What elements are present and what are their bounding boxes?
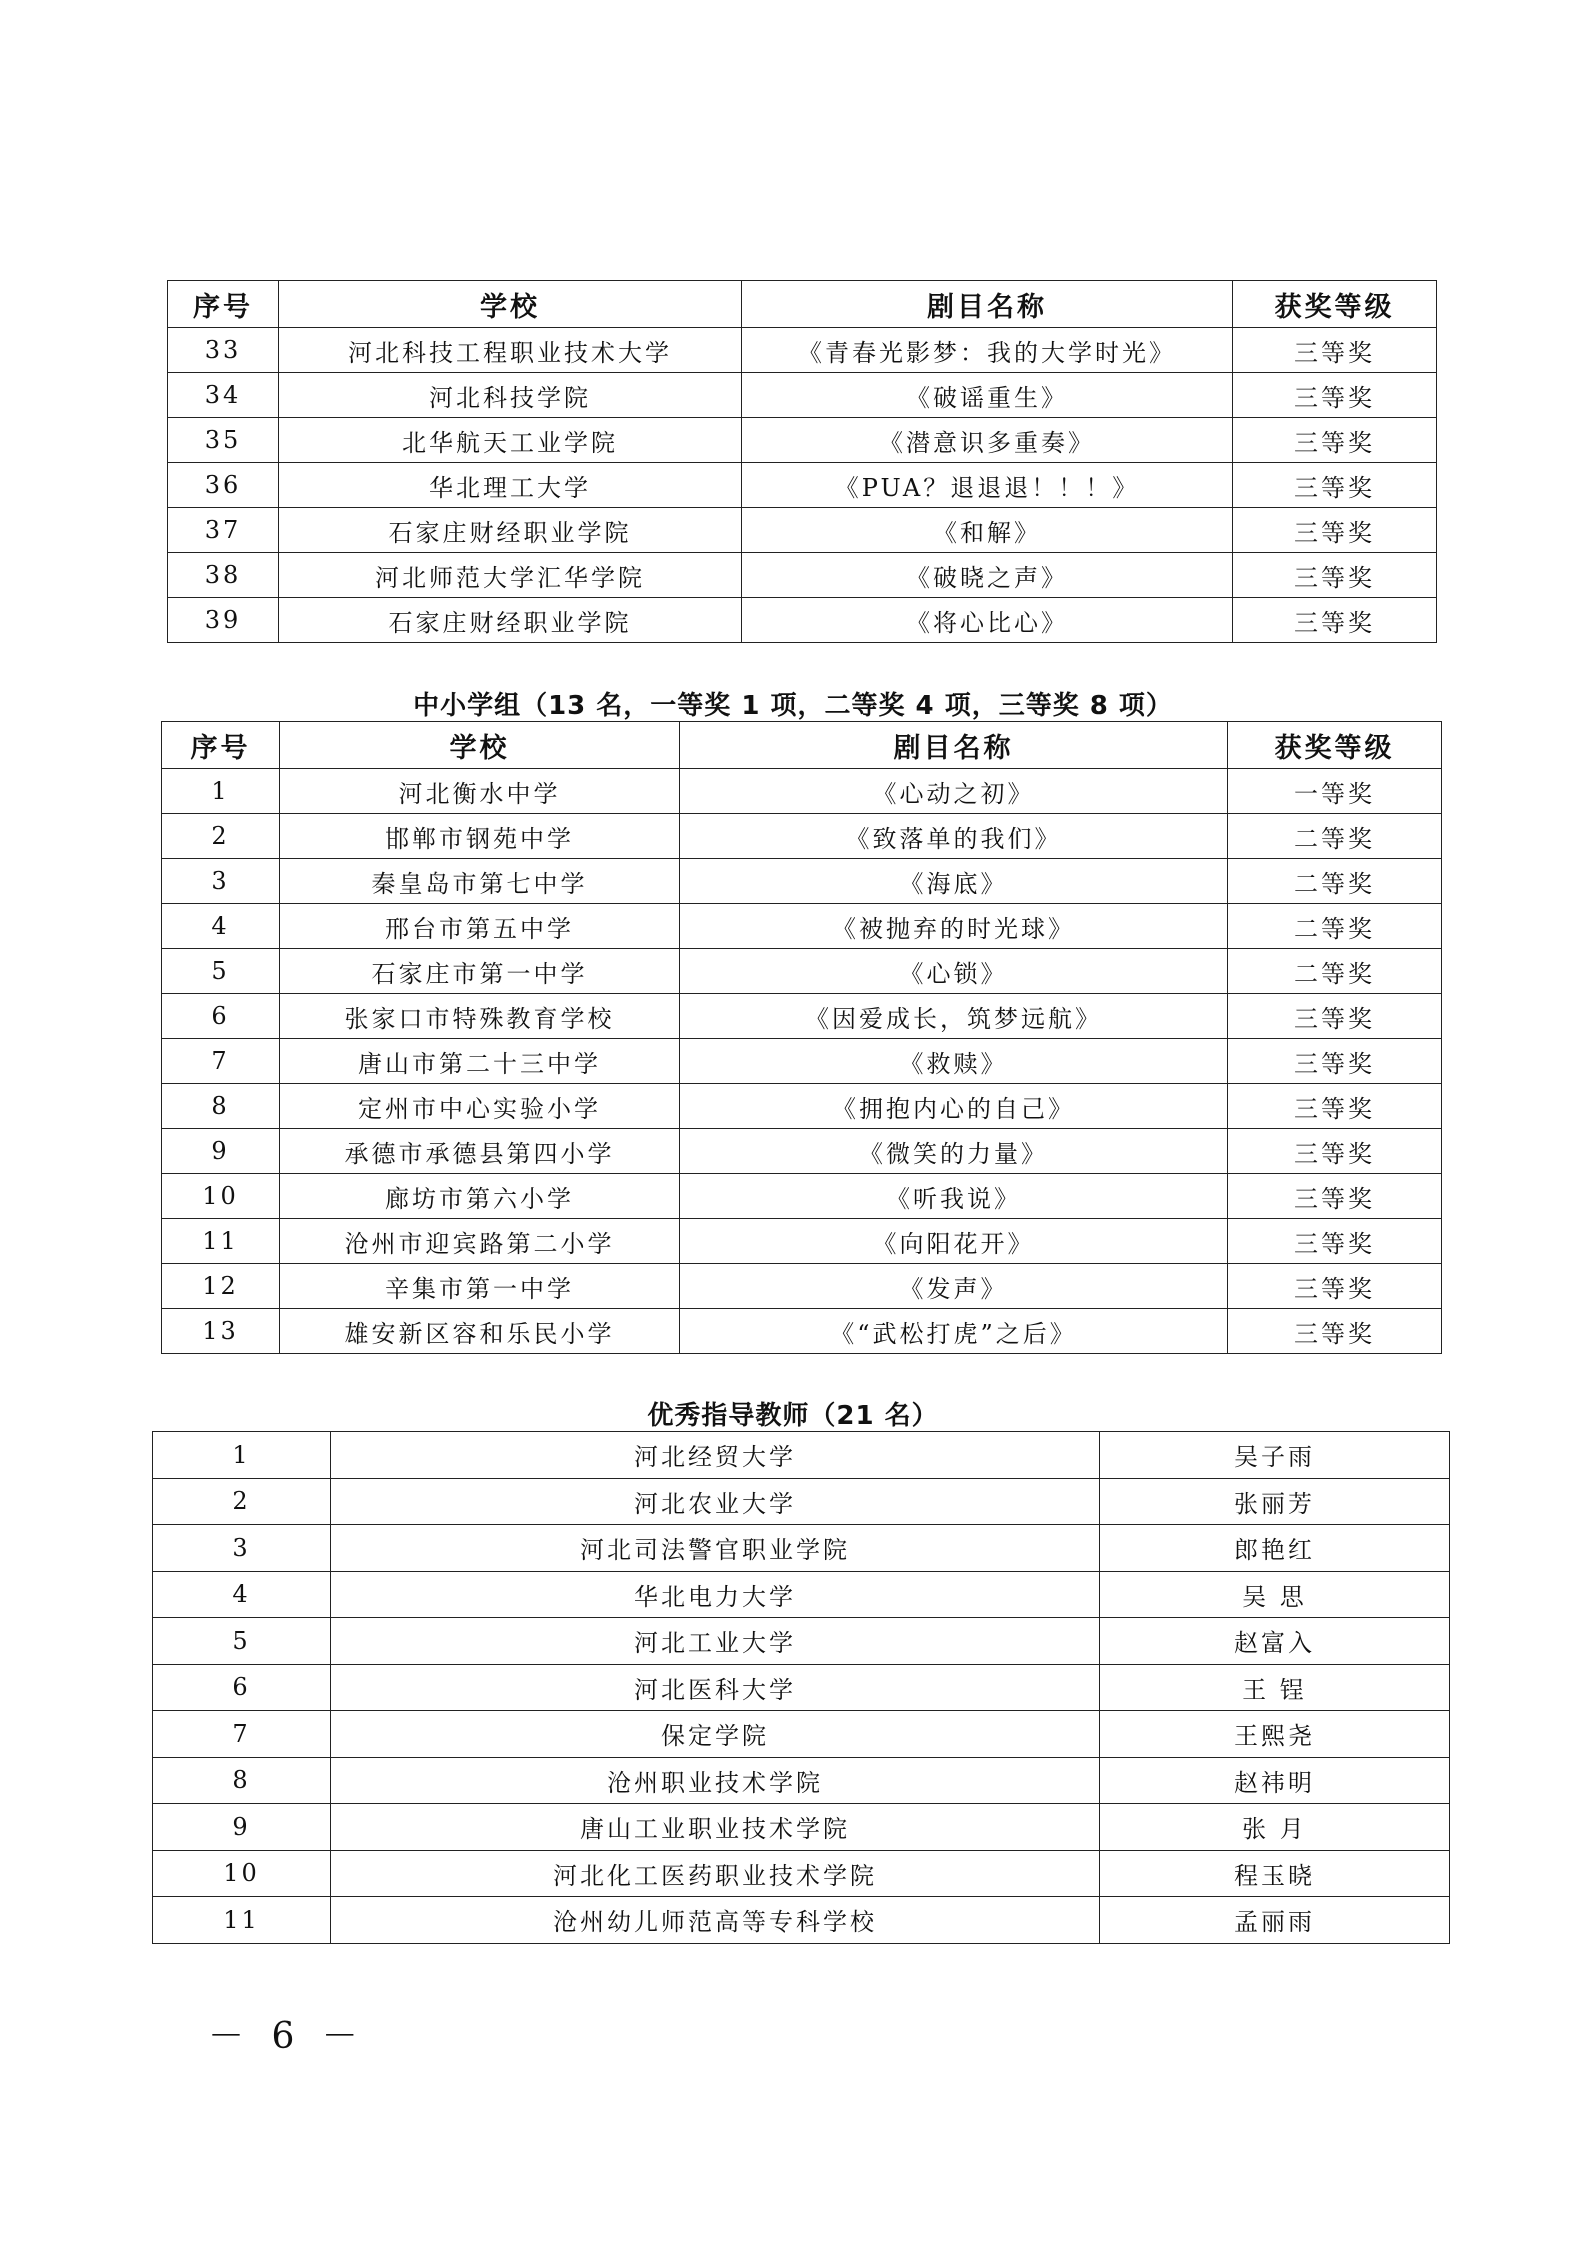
cell-award: 一等奖 bbox=[1228, 769, 1442, 814]
table-row bbox=[153, 1571, 1450, 1618]
cell-school: 石家庄市第一中学 bbox=[280, 949, 680, 994]
cell-award: 二等奖 bbox=[1228, 904, 1442, 949]
section-title-excellent-instructors: 优秀指导教师（21 名） bbox=[647, 1401, 939, 1431]
cell-number: 7 bbox=[162, 1039, 280, 1084]
cell-play-title: 《救赎》 bbox=[680, 1039, 1228, 1084]
cell-number: 34 bbox=[168, 373, 279, 418]
cell-award: 二等奖 bbox=[1228, 814, 1442, 859]
table-row bbox=[162, 769, 1442, 814]
cell-play-title: 《青春光影梦：我的大学时光》 bbox=[742, 328, 1233, 373]
cell-award: 三等奖 bbox=[1228, 1039, 1442, 1084]
table-row bbox=[162, 994, 1442, 1039]
cell-play-title: 《破晓之声》 bbox=[742, 553, 1233, 598]
cell-play-title: 《微笑的力量》 bbox=[680, 1129, 1228, 1174]
header-cell: 学校 bbox=[279, 281, 742, 328]
table-row bbox=[153, 1757, 1450, 1804]
primary-secondary-awards-table bbox=[161, 721, 1442, 1354]
cell-school: 河北经贸大学 bbox=[331, 1432, 1100, 1479]
cell-number: 33 bbox=[168, 328, 279, 373]
section-title-primary-secondary-group: 中小学组（13 名，一等奖 1 项，二等奖 4 项，三等奖 8 项） bbox=[413, 691, 1173, 721]
cell-play-title: 《PUA？退退退！！！》 bbox=[742, 463, 1233, 508]
cell-award: 三等奖 bbox=[1228, 1084, 1442, 1129]
cell-number: 7 bbox=[153, 1711, 331, 1758]
cell-school: 沧州职业技术学院 bbox=[331, 1757, 1100, 1804]
cell-number: 38 bbox=[168, 553, 279, 598]
header-cell: 剧目名称 bbox=[742, 281, 1233, 328]
cell-award: 三等奖 bbox=[1233, 463, 1437, 508]
cell-number: 8 bbox=[153, 1757, 331, 1804]
cell-number: 8 bbox=[162, 1084, 280, 1129]
cell-school: 辛集市第一中学 bbox=[280, 1264, 680, 1309]
cell-teacher: 王熙尧 bbox=[1100, 1711, 1450, 1758]
cell-play-title: 《致落单的我们》 bbox=[680, 814, 1228, 859]
table-row bbox=[153, 1478, 1450, 1525]
excellent-instructors-table bbox=[152, 1431, 1450, 1944]
cell-award: 二等奖 bbox=[1228, 859, 1442, 904]
cell-award: 三等奖 bbox=[1233, 508, 1437, 553]
cell-number: 3 bbox=[162, 859, 280, 904]
table-row bbox=[153, 1432, 1450, 1479]
table-row bbox=[168, 553, 1437, 598]
cell-award: 三等奖 bbox=[1228, 1129, 1442, 1174]
table-header-row bbox=[168, 281, 1437, 328]
cell-play-title: 《听我说》 bbox=[680, 1174, 1228, 1219]
cell-number: 6 bbox=[153, 1664, 331, 1711]
cell-award: 三等奖 bbox=[1233, 373, 1437, 418]
cell-award: 三等奖 bbox=[1233, 553, 1437, 598]
awards-table-continued bbox=[167, 280, 1437, 643]
table-row bbox=[168, 373, 1437, 418]
cell-number: 13 bbox=[162, 1309, 280, 1354]
cell-number: 35 bbox=[168, 418, 279, 463]
cell-number: 4 bbox=[162, 904, 280, 949]
cell-teacher: 王 锃 bbox=[1100, 1664, 1450, 1711]
table-row bbox=[168, 328, 1437, 373]
cell-award: 二等奖 bbox=[1228, 949, 1442, 994]
cell-number: 5 bbox=[162, 949, 280, 994]
cell-number: 9 bbox=[162, 1129, 280, 1174]
cell-play-title: 《因爱成长，筑梦远航》 bbox=[680, 994, 1228, 1039]
cell-school: 北华航天工业学院 bbox=[279, 418, 742, 463]
cell-number: 2 bbox=[153, 1478, 331, 1525]
header-cell: 序号 bbox=[168, 281, 279, 328]
cell-number: 1 bbox=[153, 1432, 331, 1479]
table-row bbox=[153, 1850, 1450, 1897]
cell-teacher: 吴 思 bbox=[1100, 1571, 1450, 1618]
table-row bbox=[168, 598, 1437, 643]
cell-play-title: 《拥抱内心的自己》 bbox=[680, 1084, 1228, 1129]
cell-number: 10 bbox=[162, 1174, 280, 1219]
cell-play-title: 《心锁》 bbox=[680, 949, 1228, 994]
cell-teacher: 郎艳红 bbox=[1100, 1525, 1450, 1572]
cell-play-title: 《向阳花开》 bbox=[680, 1219, 1228, 1264]
cell-award: 三等奖 bbox=[1228, 994, 1442, 1039]
cell-play-title: 《被抛弃的时光球》 bbox=[680, 904, 1228, 949]
table-row bbox=[162, 904, 1442, 949]
header-cell: 获奖等级 bbox=[1233, 281, 1437, 328]
cell-school: 沧州市迎宾路第二小学 bbox=[280, 1219, 680, 1264]
table-row bbox=[153, 1897, 1450, 1944]
table-row bbox=[162, 1174, 1442, 1219]
table-row bbox=[153, 1618, 1450, 1665]
table-row bbox=[168, 463, 1437, 508]
cell-school: 石家庄财经职业学院 bbox=[279, 508, 742, 553]
cell-teacher: 吴子雨 bbox=[1100, 1432, 1450, 1479]
cell-number: 4 bbox=[153, 1571, 331, 1618]
cell-number: 36 bbox=[168, 463, 279, 508]
cell-teacher: 孟丽雨 bbox=[1100, 1897, 1450, 1944]
cell-number: 1 bbox=[162, 769, 280, 814]
cell-number: 6 bbox=[162, 994, 280, 1039]
cell-teacher: 赵富入 bbox=[1100, 1618, 1450, 1665]
table-row bbox=[162, 1309, 1442, 1354]
table-row bbox=[168, 508, 1437, 553]
cell-school: 唐山市第二十三中学 bbox=[280, 1039, 680, 1084]
cell-award: 三等奖 bbox=[1233, 328, 1437, 373]
cell-play-title: 《潜意识多重奏》 bbox=[742, 418, 1233, 463]
cell-school: 河北工业大学 bbox=[331, 1618, 1100, 1665]
cell-school: 邯郸市钢苑中学 bbox=[280, 814, 680, 859]
cell-award: 三等奖 bbox=[1228, 1309, 1442, 1354]
cell-school: 唐山工业职业技术学院 bbox=[331, 1804, 1100, 1851]
cell-number: 2 bbox=[162, 814, 280, 859]
cell-school: 河北科技学院 bbox=[279, 373, 742, 418]
cell-school: 河北科技工程职业技术大学 bbox=[279, 328, 742, 373]
cell-number: 11 bbox=[162, 1219, 280, 1264]
table-row bbox=[162, 814, 1442, 859]
table-row bbox=[162, 859, 1442, 904]
header-cell: 获奖等级 bbox=[1228, 722, 1442, 769]
cell-number: 5 bbox=[153, 1618, 331, 1665]
cell-number: 10 bbox=[153, 1850, 331, 1897]
cell-school: 石家庄财经职业学院 bbox=[279, 598, 742, 643]
cell-school: 河北农业大学 bbox=[331, 1478, 1100, 1525]
cell-number: 12 bbox=[162, 1264, 280, 1309]
table-header-row bbox=[162, 722, 1442, 769]
cell-play-title: 《心动之初》 bbox=[680, 769, 1228, 814]
cell-school: 邢台市第五中学 bbox=[280, 904, 680, 949]
cell-teacher: 程玉晓 bbox=[1100, 1850, 1450, 1897]
cell-teacher: 张 月 bbox=[1100, 1804, 1450, 1851]
table-row bbox=[168, 418, 1437, 463]
cell-play-title: 《海底》 bbox=[680, 859, 1228, 904]
cell-school: 廊坊市第六小学 bbox=[280, 1174, 680, 1219]
table-row bbox=[153, 1525, 1450, 1572]
table-row bbox=[162, 1264, 1442, 1309]
cell-teacher: 张丽芳 bbox=[1100, 1478, 1450, 1525]
cell-school: 河北司法警官职业学院 bbox=[331, 1525, 1100, 1572]
cell-award: 三等奖 bbox=[1233, 598, 1437, 643]
cell-school: 沧州幼儿师范高等专科学校 bbox=[331, 1897, 1100, 1944]
cell-number: 37 bbox=[168, 508, 279, 553]
table-row bbox=[162, 1219, 1442, 1264]
table-row bbox=[153, 1664, 1450, 1711]
cell-school: 保定学院 bbox=[331, 1711, 1100, 1758]
table-row bbox=[162, 1084, 1442, 1129]
table-row bbox=[162, 949, 1442, 994]
cell-play-title: 《和解》 bbox=[742, 508, 1233, 553]
cell-number: 3 bbox=[153, 1525, 331, 1572]
cell-school: 河北化工医药职业技术学院 bbox=[331, 1850, 1100, 1897]
cell-play-title: 《将心比心》 bbox=[742, 598, 1233, 643]
cell-school: 华北电力大学 bbox=[331, 1571, 1100, 1618]
cell-number: 11 bbox=[153, 1897, 331, 1944]
header-cell: 学校 bbox=[280, 722, 680, 769]
cell-school: 河北衡水中学 bbox=[280, 769, 680, 814]
cell-award: 三等奖 bbox=[1228, 1264, 1442, 1309]
cell-teacher: 赵祎明 bbox=[1100, 1757, 1450, 1804]
table-row bbox=[162, 1039, 1442, 1084]
cell-award: 三等奖 bbox=[1228, 1174, 1442, 1219]
page-number: － 6 － bbox=[208, 2016, 366, 2057]
cell-play-title: 《发声》 bbox=[680, 1264, 1228, 1309]
cell-school: 雄安新区容和乐民小学 bbox=[280, 1309, 680, 1354]
cell-school: 秦皇岛市第七中学 bbox=[280, 859, 680, 904]
cell-school: 华北理工大学 bbox=[279, 463, 742, 508]
cell-award: 三等奖 bbox=[1228, 1219, 1442, 1264]
header-cell: 序号 bbox=[162, 722, 280, 769]
header-cell: 剧目名称 bbox=[680, 722, 1228, 769]
cell-school: 承德市承德县第四小学 bbox=[280, 1129, 680, 1174]
cell-school: 河北师范大学汇华学院 bbox=[279, 553, 742, 598]
cell-award: 三等奖 bbox=[1233, 418, 1437, 463]
cell-school: 河北医科大学 bbox=[331, 1664, 1100, 1711]
cell-play-title: 《“武松打虎”之后》 bbox=[680, 1309, 1228, 1354]
cell-number: 9 bbox=[153, 1804, 331, 1851]
cell-number: 39 bbox=[168, 598, 279, 643]
cell-school: 张家口市特殊教育学校 bbox=[280, 994, 680, 1039]
table-row bbox=[153, 1711, 1450, 1758]
table-row bbox=[153, 1804, 1450, 1851]
table-row bbox=[162, 1129, 1442, 1174]
cell-school: 定州市中心实验小学 bbox=[280, 1084, 680, 1129]
cell-play-title: 《破谣重生》 bbox=[742, 373, 1233, 418]
